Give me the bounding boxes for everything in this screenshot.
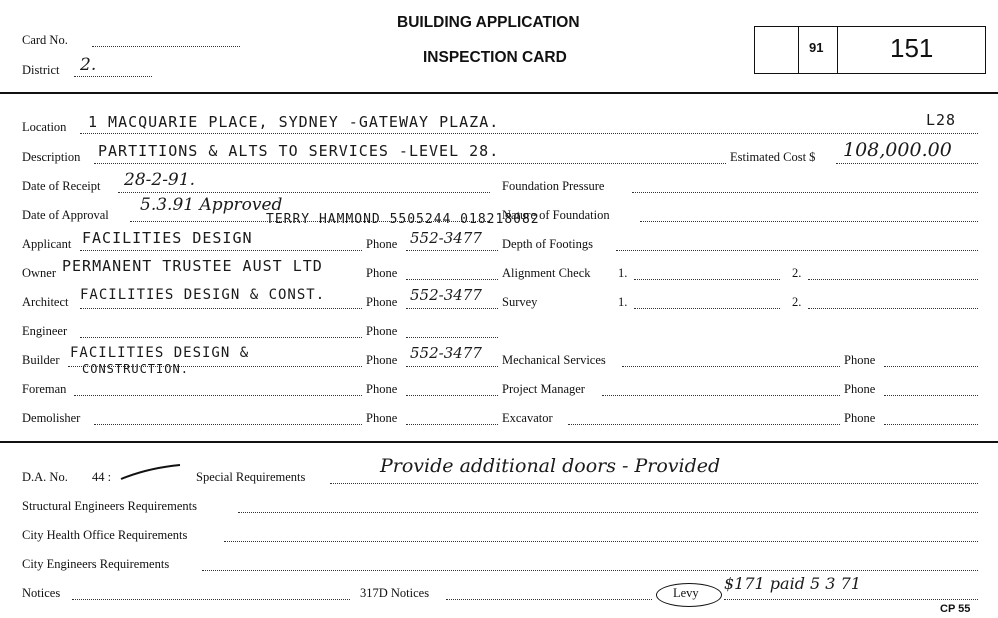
- card-no-line: [92, 46, 240, 47]
- special-requirements-value: Provide additional doors - Provided: [380, 455, 721, 477]
- city-engineers-line: [202, 570, 978, 571]
- foreman-label: Foreman: [22, 382, 67, 396]
- box-code: 91: [809, 40, 824, 55]
- project-manager-line: [602, 395, 840, 396]
- architect-phone-line: [406, 308, 498, 309]
- alignment-check-1: 1.: [618, 266, 628, 280]
- header-rule: [0, 92, 998, 94]
- mechanical-phone-label: Phone: [844, 353, 876, 367]
- survey-1: 1.: [618, 295, 628, 309]
- estimated-cost-value: 108,000.00: [843, 139, 952, 161]
- location-label: Location: [22, 120, 67, 134]
- applicant-phone-label: Phone: [366, 237, 398, 251]
- foundation-pressure-line: [632, 192, 978, 193]
- special-requirements-label: Special Requirements: [196, 470, 306, 484]
- district-value: 2.: [80, 55, 97, 75]
- builder-phone-line: [406, 366, 498, 367]
- architect-label: Architect: [22, 295, 69, 309]
- form-title-line2: INSPECTION CARD: [423, 49, 567, 66]
- da-value: 44 :: [92, 470, 112, 484]
- foreman-line: [74, 395, 362, 396]
- structural-engineers-label: Structural Engineers Requirements: [22, 499, 197, 513]
- engineer-line: [80, 337, 362, 338]
- applicant-value: FACILITIES DESIGN: [82, 229, 253, 247]
- location-value: 1 MACQUARIE PLACE, SYDNEY -GATEWAY PLAZA.: [88, 113, 500, 131]
- description-line: [94, 163, 726, 164]
- survey-2-line: [808, 308, 978, 309]
- depth-of-footings-label: Depth of Footings: [502, 237, 593, 251]
- demolisher-phone-line: [406, 424, 498, 425]
- engineer-phone-line: [406, 337, 498, 338]
- nature-of-foundation-line: [640, 221, 978, 222]
- receipt-value: 28-2-91.: [124, 170, 195, 190]
- project-manager-phone-label: Phone: [844, 382, 876, 396]
- card-no-label: Card No.: [22, 33, 68, 47]
- alignment-check-label: Alignment Check: [502, 266, 591, 280]
- da-label: D.A. No.: [22, 470, 68, 484]
- owner-label: Owner: [22, 266, 57, 280]
- city-engineers-label: City Engineers Requirements: [22, 557, 170, 571]
- foreman-phone-label: Phone: [366, 382, 398, 396]
- city-health-label: City Health Office Requirements: [22, 528, 188, 542]
- approval-label: Date of Approval: [22, 208, 109, 222]
- owner-value: PERMANENT TRUSTEE AUST LTD: [62, 257, 323, 275]
- description-label: Description: [22, 150, 81, 164]
- notices-label: Notices: [22, 586, 61, 600]
- architect-phone: 552-3477: [410, 286, 482, 304]
- section-rule: [0, 441, 998, 443]
- levy-line: [724, 599, 978, 600]
- survey-1-line: [634, 308, 780, 309]
- location-line: [80, 133, 978, 134]
- location-ref: L28: [926, 111, 957, 129]
- engineer-label: Engineer: [22, 324, 68, 338]
- alignment-check-2-line: [808, 279, 978, 280]
- levy-label: Levy: [673, 586, 699, 600]
- estimated-cost-label: Estimated Cost $: [730, 150, 816, 164]
- owner-phone-label: Phone: [366, 266, 398, 280]
- applicant-line: [80, 250, 362, 251]
- form-code: CP 55: [940, 603, 971, 615]
- contact-note: TERRY HAMMOND 5505244 018218082: [266, 212, 540, 227]
- notices-line: [72, 599, 350, 600]
- mechanical-services-label: Mechanical Services: [502, 353, 606, 367]
- receipt-label: Date of Receipt: [22, 179, 101, 193]
- excavator-line: [568, 424, 840, 425]
- form-title-line1: BUILDING APPLICATION: [397, 14, 580, 31]
- receipt-line: [118, 192, 490, 193]
- demolisher-line: [94, 424, 362, 425]
- da-slash-mark: [118, 462, 184, 482]
- builder-value-line1: FACILITIES DESIGN &: [70, 345, 250, 361]
- applicant-phone: 552-3477: [410, 229, 482, 247]
- alignment-check-2: 2.: [792, 266, 802, 280]
- city-health-line: [224, 541, 978, 542]
- builder-phone: 552-3477: [410, 344, 482, 362]
- mechanical-phone-line: [884, 366, 978, 367]
- description-value: PARTITIONS & ALTS TO SERVICES -LEVEL 28.: [98, 142, 500, 160]
- special-requirements-line: [330, 483, 978, 484]
- builder-label: Builder: [22, 353, 60, 367]
- excavator-label: Excavator: [502, 411, 553, 425]
- structural-engineers-line: [238, 512, 978, 513]
- nature-of-foundation-label: Nature of Foundation: [502, 208, 610, 222]
- demolisher-label: Demolisher: [22, 411, 81, 425]
- cost-line: [836, 163, 978, 164]
- box-number: 151: [890, 33, 934, 63]
- card-number-box: [754, 26, 986, 74]
- engineer-phone-label: Phone: [366, 324, 398, 338]
- excavator-phone-line: [884, 424, 978, 425]
- district-line: [74, 76, 152, 77]
- builder-phone-label: Phone: [366, 353, 398, 367]
- architect-line: [80, 308, 362, 309]
- foundation-pressure-label: Foundation Pressure: [502, 179, 605, 193]
- project-manager-phone-line: [884, 395, 978, 396]
- project-manager-label: Project Manager: [502, 382, 585, 396]
- mechanical-services-line: [622, 366, 840, 367]
- notices-317d-label: 317D Notices: [360, 586, 430, 600]
- depth-of-footings-line: [616, 250, 978, 251]
- applicant-phone-line: [406, 250, 498, 251]
- architect-value: FACILITIES DESIGN & CONST.: [80, 287, 326, 303]
- demolisher-phone-label: Phone: [366, 411, 398, 425]
- approval-value: 5.3.91 Approved: [140, 195, 283, 215]
- notices-317d-line: [446, 599, 652, 600]
- owner-phone-line: [406, 279, 498, 280]
- levy-value: $171 paid 5 3 71: [724, 574, 861, 593]
- survey-label: Survey: [502, 295, 538, 309]
- district-label: District: [22, 63, 60, 77]
- builder-value-line2: CONSTRUCTION.: [82, 362, 189, 376]
- survey-2: 2.: [792, 295, 802, 309]
- excavator-phone-label: Phone: [844, 411, 876, 425]
- alignment-check-1-line: [634, 279, 780, 280]
- architect-phone-label: Phone: [366, 295, 398, 309]
- foreman-phone-line: [406, 395, 498, 396]
- applicant-label: Applicant: [22, 237, 72, 251]
